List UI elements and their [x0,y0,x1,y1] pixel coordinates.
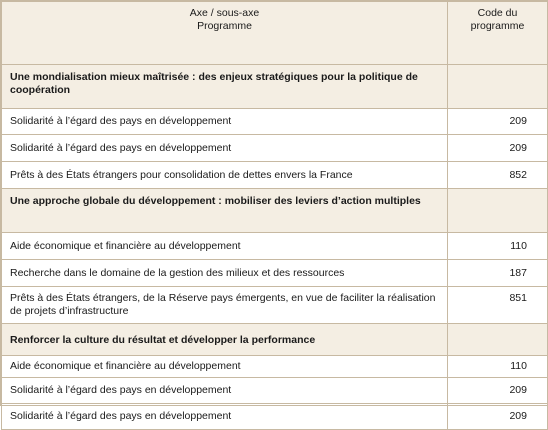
header-code-programme [448,2,548,65]
programme-label: Solidarité à l’égard des pays en développement [2,404,448,430]
programme-code: 110 [448,356,548,378]
table-row [2,356,548,378]
programme-label: Solidarité à l’égard des pays en développement [2,135,448,162]
programme-label: Aide économique et financière au développement [2,233,448,260]
header-code-label: Code du [477,7,518,19]
programme-code: 209 [448,378,548,404]
programme-code: 187 [448,260,548,287]
table-row [2,404,548,430]
table-row [2,233,548,260]
section-row [2,324,548,356]
programme-code: 110 [448,233,548,260]
programme-label: Prêts à des États étrangers, de la Réserve pays émergents, en vue de faciliter la réalisation de projets d’infrastructure [2,287,448,324]
header-programme-label: Programme [197,20,252,32]
section-label: Une approche globale du développement : mobiliser des leviers d’action multiples [2,189,448,233]
programme-code: 209 [448,135,548,162]
header-programme-code-label: programme [470,20,525,32]
section-code [448,324,548,356]
section-code [448,65,548,109]
section-label: Une mondialisation mieux maîtrisée : des enjeux stratégiques pour la politique de coopération [2,65,448,109]
table-row [2,287,548,324]
programme-code: 852 [448,162,548,189]
programme-label: Prêts à des États étrangers pour consolidation de dettes envers la France [2,162,448,189]
programme-label: Solidarité à l’égard des pays en développement [2,378,448,404]
table-row [2,378,548,404]
table-header-row [2,2,548,65]
section-row [2,189,548,233]
programme-table [1,1,548,430]
table-row [2,162,548,189]
section-label: Renforcer la culture du résultat et développer la performance [2,324,448,356]
section-code [448,189,548,233]
programme-code: 209 [448,404,548,430]
programme-code: 851 [448,287,548,324]
table-row [2,109,548,135]
section-row [2,65,548,109]
header-axe-label: Axe / sous-axe [189,7,260,19]
table-row [2,260,548,287]
table-row [2,135,548,162]
programme-code: 209 [448,109,548,135]
programme-label: Solidarité à l’égard des pays en développement [2,109,448,135]
header-axe-programme [2,2,448,65]
programme-label: Recherche dans le domaine de la gestion des milieux et des ressources [2,260,448,287]
programme-label: Aide économique et financière au développement [2,356,448,378]
